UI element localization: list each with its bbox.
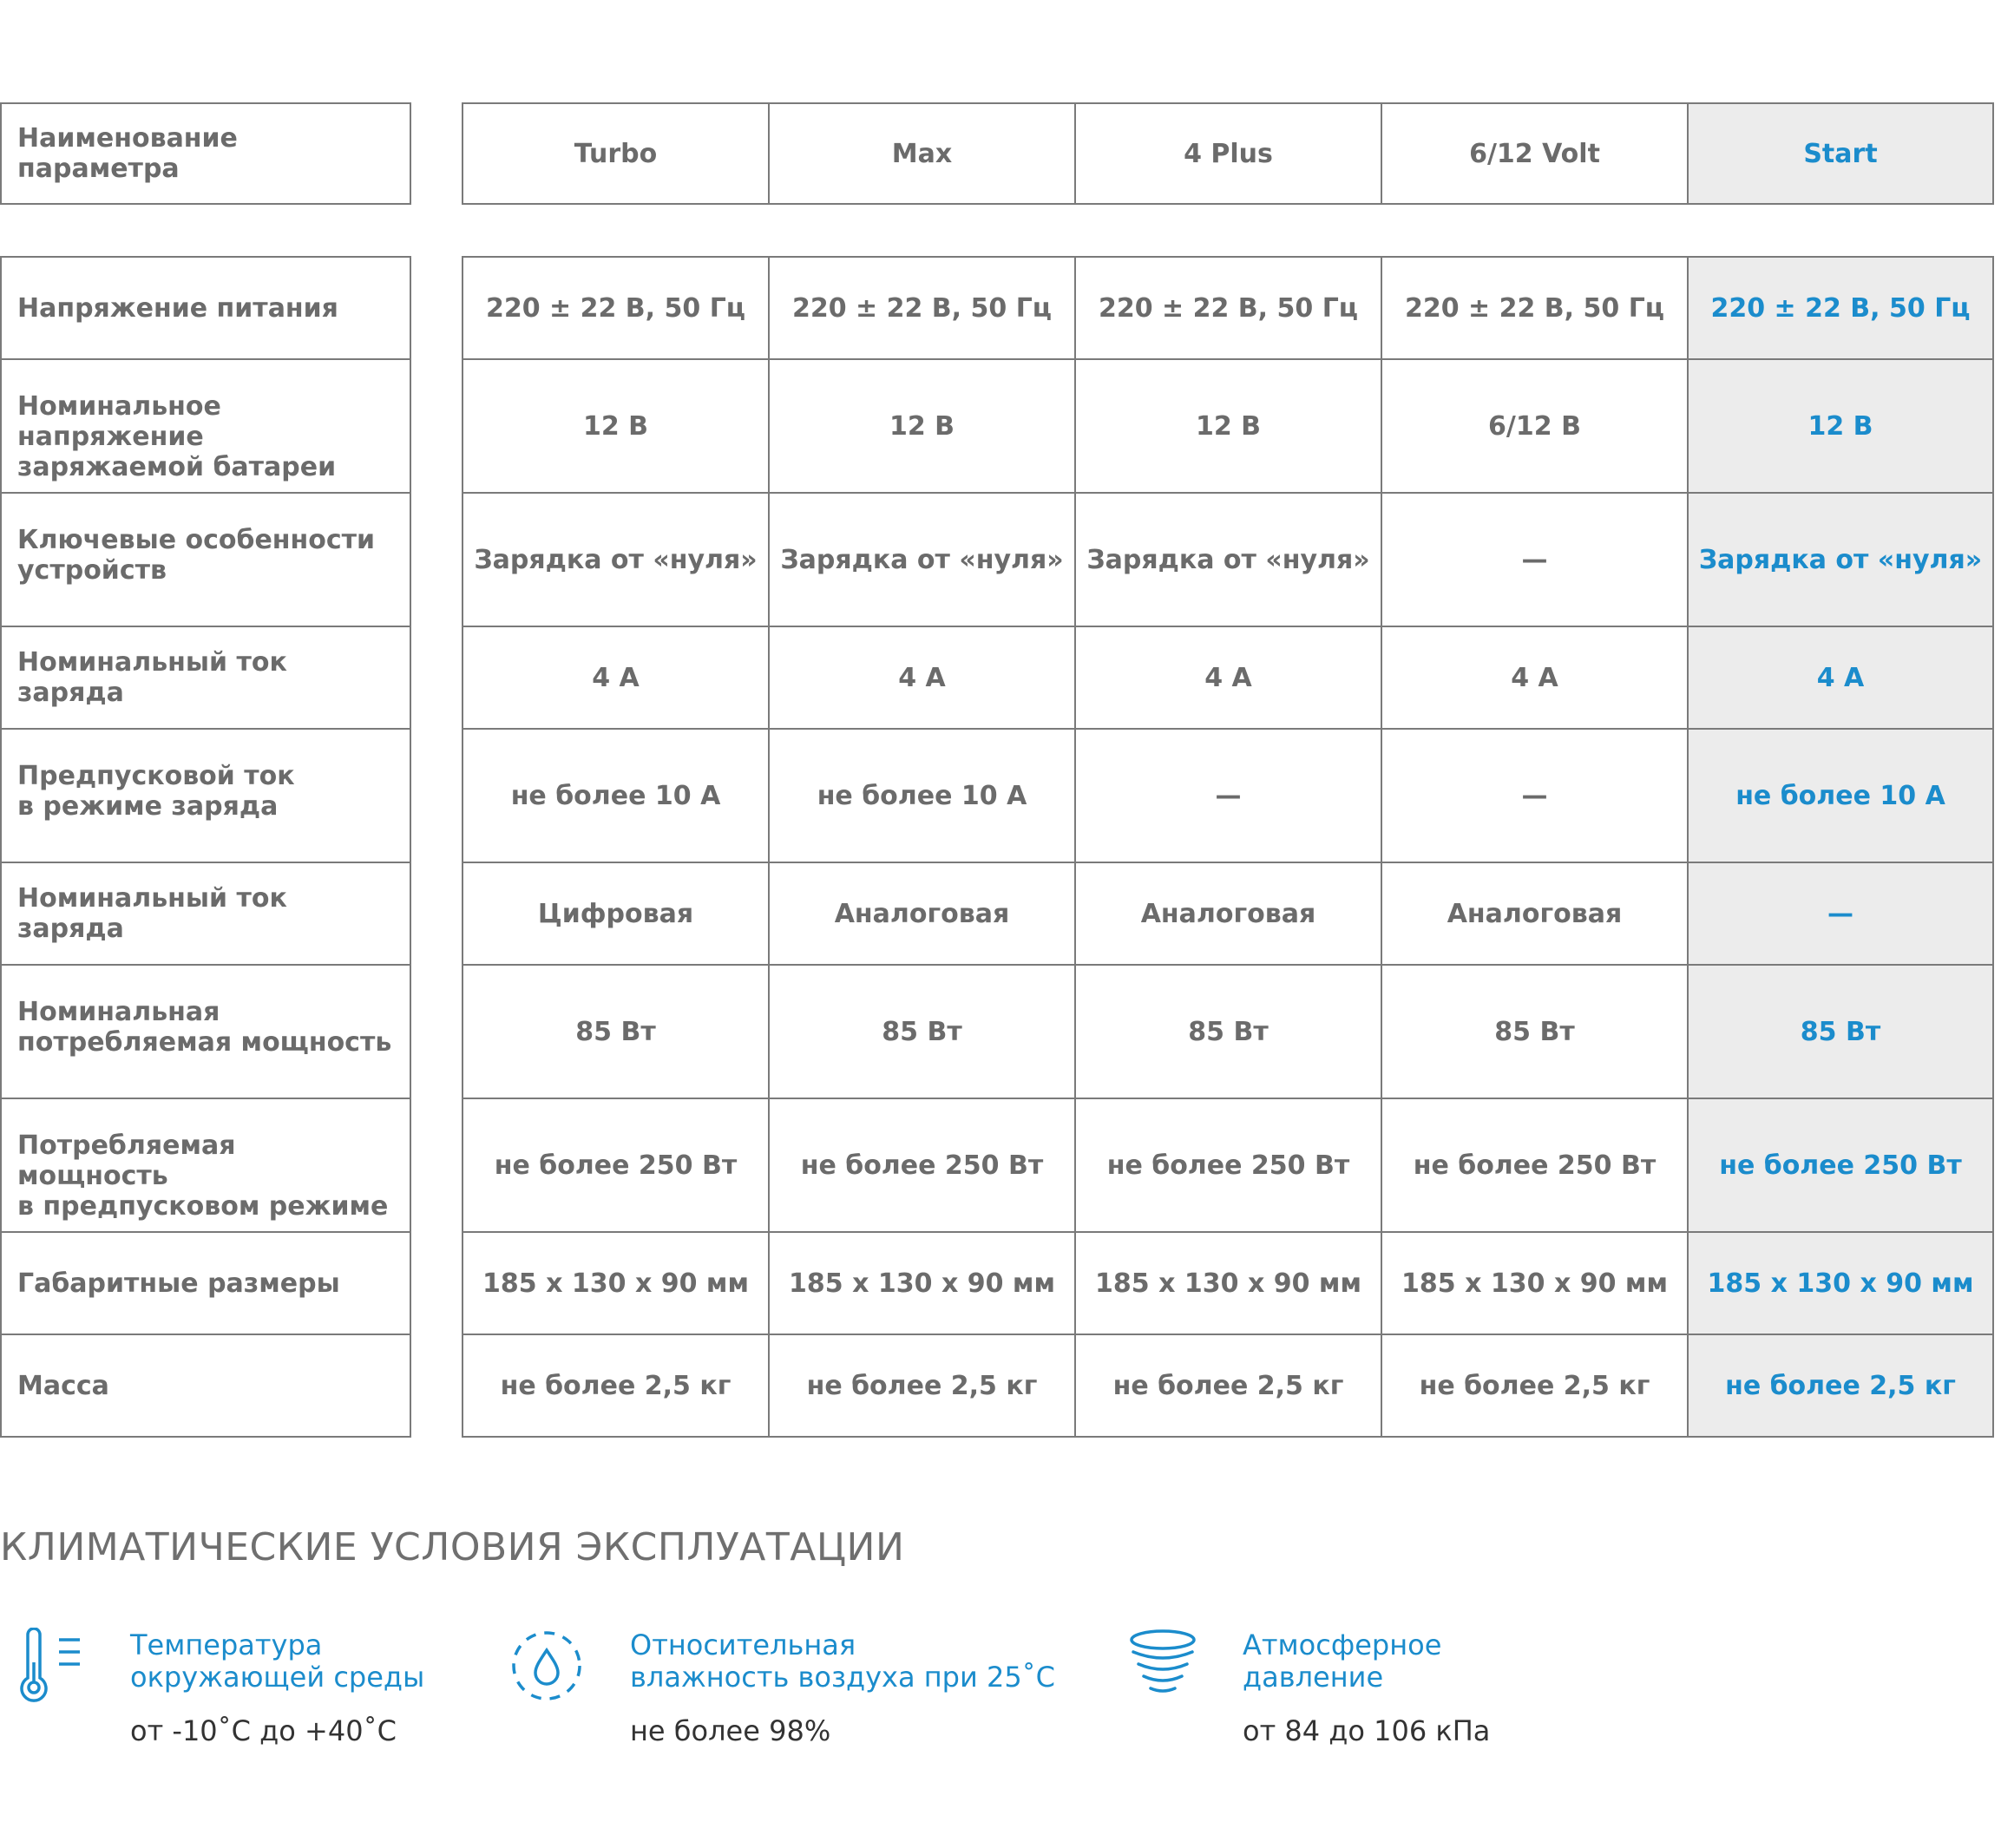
value-cell: Зарядка от «нуля» — [462, 492, 770, 627]
value-cell: не более 250 Вт — [1381, 1098, 1689, 1233]
model-header-turbo: Turbo — [462, 102, 770, 205]
param-label-weight — [0, 1334, 411, 1438]
value-cell: Аналоговая — [1381, 862, 1689, 966]
param-label-line: Ключевые особенности — [17, 525, 376, 555]
param-label-key-features — [0, 492, 411, 627]
value-cell: 12 В — [768, 358, 1076, 494]
table-row — [462, 1334, 2001, 1438]
value-cell: не более 2,5 кг — [1074, 1334, 1382, 1438]
param-label-line: Номинальный ток заряда — [17, 883, 287, 944]
param-label-line: Масса — [17, 1370, 109, 1401]
param-label-prestart-current — [0, 728, 411, 863]
value-cell: 85 Вт — [768, 964, 1076, 1099]
table-row — [462, 492, 2001, 627]
param-label-line: в предпусковом режиме — [17, 1191, 389, 1222]
model-header-6-12-volt: 6/12 Volt — [1381, 102, 1689, 205]
climate-item-title — [630, 1629, 1055, 1694]
value-cell: — — [1074, 728, 1382, 863]
table-row — [462, 964, 2001, 1099]
param-label-line: Габаритные размеры — [17, 1268, 340, 1299]
param-label-line: потребляемая мощность — [17, 1027, 392, 1058]
climate-section-title: КЛИМАТИЧЕСКИЕ УСЛОВИЯ ЭКСПЛУАТАЦИИ — [0, 1525, 905, 1569]
value-cell-highlight: 4 А — [1687, 626, 1994, 730]
param-header-cell — [0, 102, 411, 205]
model-header-start: Start — [1687, 102, 1994, 205]
climate-title-line: влажность воздуха при 25˚С — [630, 1661, 1056, 1694]
param-label-column — [0, 256, 411, 1438]
param-label-line: Номинальная — [17, 997, 220, 1027]
param-label-prestart-power — [0, 1098, 411, 1233]
param-label-charge-current — [0, 626, 411, 730]
param-label-rated-power — [0, 964, 411, 1099]
value-cell: 85 Вт — [1381, 964, 1689, 1099]
value-cell-highlight: 220 ± 22 В, 50 Гц — [1687, 256, 1994, 360]
value-cell: 12 В — [462, 358, 770, 494]
param-label-charge-current-type — [0, 862, 411, 966]
value-cell-highlight: не более 250 Вт — [1687, 1098, 1994, 1233]
table-row — [462, 728, 2001, 863]
table-row — [462, 626, 2001, 730]
param-label-supply-voltage — [0, 256, 411, 360]
value-cell: не более 250 Вт — [1074, 1098, 1382, 1233]
value-cell-highlight: не более 10 А — [1687, 728, 1994, 863]
climate-item-title — [130, 1629, 424, 1694]
value-cell: 4 А — [1074, 626, 1382, 730]
value-cell: 4 А — [1381, 626, 1689, 730]
model-header-4plus: 4 Plus — [1074, 102, 1382, 205]
param-header-label: Наименование параметра — [17, 123, 238, 184]
climate-title-line: Относительная — [630, 1628, 856, 1661]
value-cell: Аналоговая — [1074, 862, 1382, 966]
param-label-line: устройств — [17, 555, 167, 586]
value-cell: не более 10 А — [462, 728, 770, 863]
value-cell: 220 ± 22 В, 50 Гц — [1074, 256, 1382, 360]
value-cell: 185 x 130 x 90 мм — [462, 1231, 770, 1335]
value-cell: 220 ± 22 В, 50 Гц — [462, 256, 770, 360]
param-label-line: Предпусковой ток — [17, 761, 295, 791]
table-row — [462, 1098, 2001, 1233]
value-cell: Цифровая — [462, 862, 770, 966]
climate-item-value: не более 98% — [630, 1714, 831, 1747]
param-label-line: в режиме заряда — [17, 791, 279, 822]
value-cell-highlight: — — [1687, 862, 1994, 966]
table-row — [462, 358, 2001, 494]
value-cell: — — [1381, 492, 1689, 627]
value-cell-highlight: не более 2,5 кг — [1687, 1334, 1994, 1438]
value-cell: 220 ± 22 В, 50 Гц — [1381, 256, 1689, 360]
param-label-battery-voltage — [0, 358, 411, 494]
value-cell: 6/12 В — [1381, 358, 1689, 494]
value-cell: Зарядка от «нуля» — [1074, 492, 1382, 627]
value-cell: не более 250 Вт — [462, 1098, 770, 1233]
model-header-row — [462, 102, 2001, 205]
climate-title-line: окружающей среды — [130, 1661, 425, 1694]
table-row — [462, 256, 2001, 360]
value-cell: не более 250 Вт — [768, 1098, 1076, 1233]
value-cell: 185 x 130 x 90 мм — [1381, 1231, 1689, 1335]
value-cell: 85 Вт — [1074, 964, 1382, 1099]
value-cell: не более 2,5 кг — [768, 1334, 1076, 1438]
value-cell: Аналоговая — [768, 862, 1076, 966]
value-cell-highlight: Зарядка от «нуля» — [1687, 492, 1994, 627]
param-header-column — [0, 102, 411, 205]
humidity-drop-icon — [510, 1628, 583, 1709]
param-label-line: заряжаемой батареи — [17, 452, 337, 482]
value-cell: Зарядка от «нуля» — [768, 492, 1076, 627]
param-label-line: Номинальный ток заряда — [17, 647, 287, 708]
param-label-dimensions — [0, 1231, 411, 1335]
value-cell: 4 А — [768, 626, 1076, 730]
value-cell: 85 Вт — [462, 964, 770, 1099]
model-values-grid — [462, 256, 2001, 1438]
climate-title-line: Атмосферное — [1243, 1628, 1442, 1661]
param-label-line: Номинальное напряжение — [17, 391, 221, 452]
value-cell-highlight: 185 x 130 x 90 мм — [1687, 1231, 1994, 1335]
table-row — [462, 1231, 2001, 1335]
value-cell: не более 2,5 кг — [462, 1334, 770, 1438]
value-cell: 185 x 130 x 90 мм — [1074, 1231, 1382, 1335]
value-cell: 185 x 130 x 90 мм — [768, 1231, 1076, 1335]
value-cell: 4 А — [462, 626, 770, 730]
climate-title-line: давление — [1243, 1661, 1384, 1694]
pressure-icon — [1128, 1628, 1197, 1704]
value-cell-highlight: 12 В — [1687, 358, 1994, 494]
param-label-line: Напряжение питания — [17, 292, 338, 324]
value-cell: не более 10 А — [768, 728, 1076, 863]
climate-item-title — [1243, 1629, 1441, 1694]
param-label-line: Потребляемая мощность — [17, 1130, 236, 1191]
value-cell: 220 ± 22 В, 50 Гц — [768, 256, 1076, 360]
thermometer-icon — [16, 1628, 85, 1709]
climate-item-value: от 84 до 106 кПа — [1243, 1714, 1491, 1747]
value-cell-highlight: 85 Вт — [1687, 964, 1994, 1099]
climate-item-value: от -10˚С до +40˚С — [130, 1714, 397, 1747]
climate-title-line: Температура — [130, 1628, 323, 1661]
value-cell: не более 2,5 кг — [1381, 1334, 1689, 1438]
value-cell: 12 В — [1074, 358, 1382, 494]
table-row — [462, 862, 2001, 966]
model-header-max: Max — [768, 102, 1076, 205]
value-cell: — — [1381, 728, 1689, 863]
